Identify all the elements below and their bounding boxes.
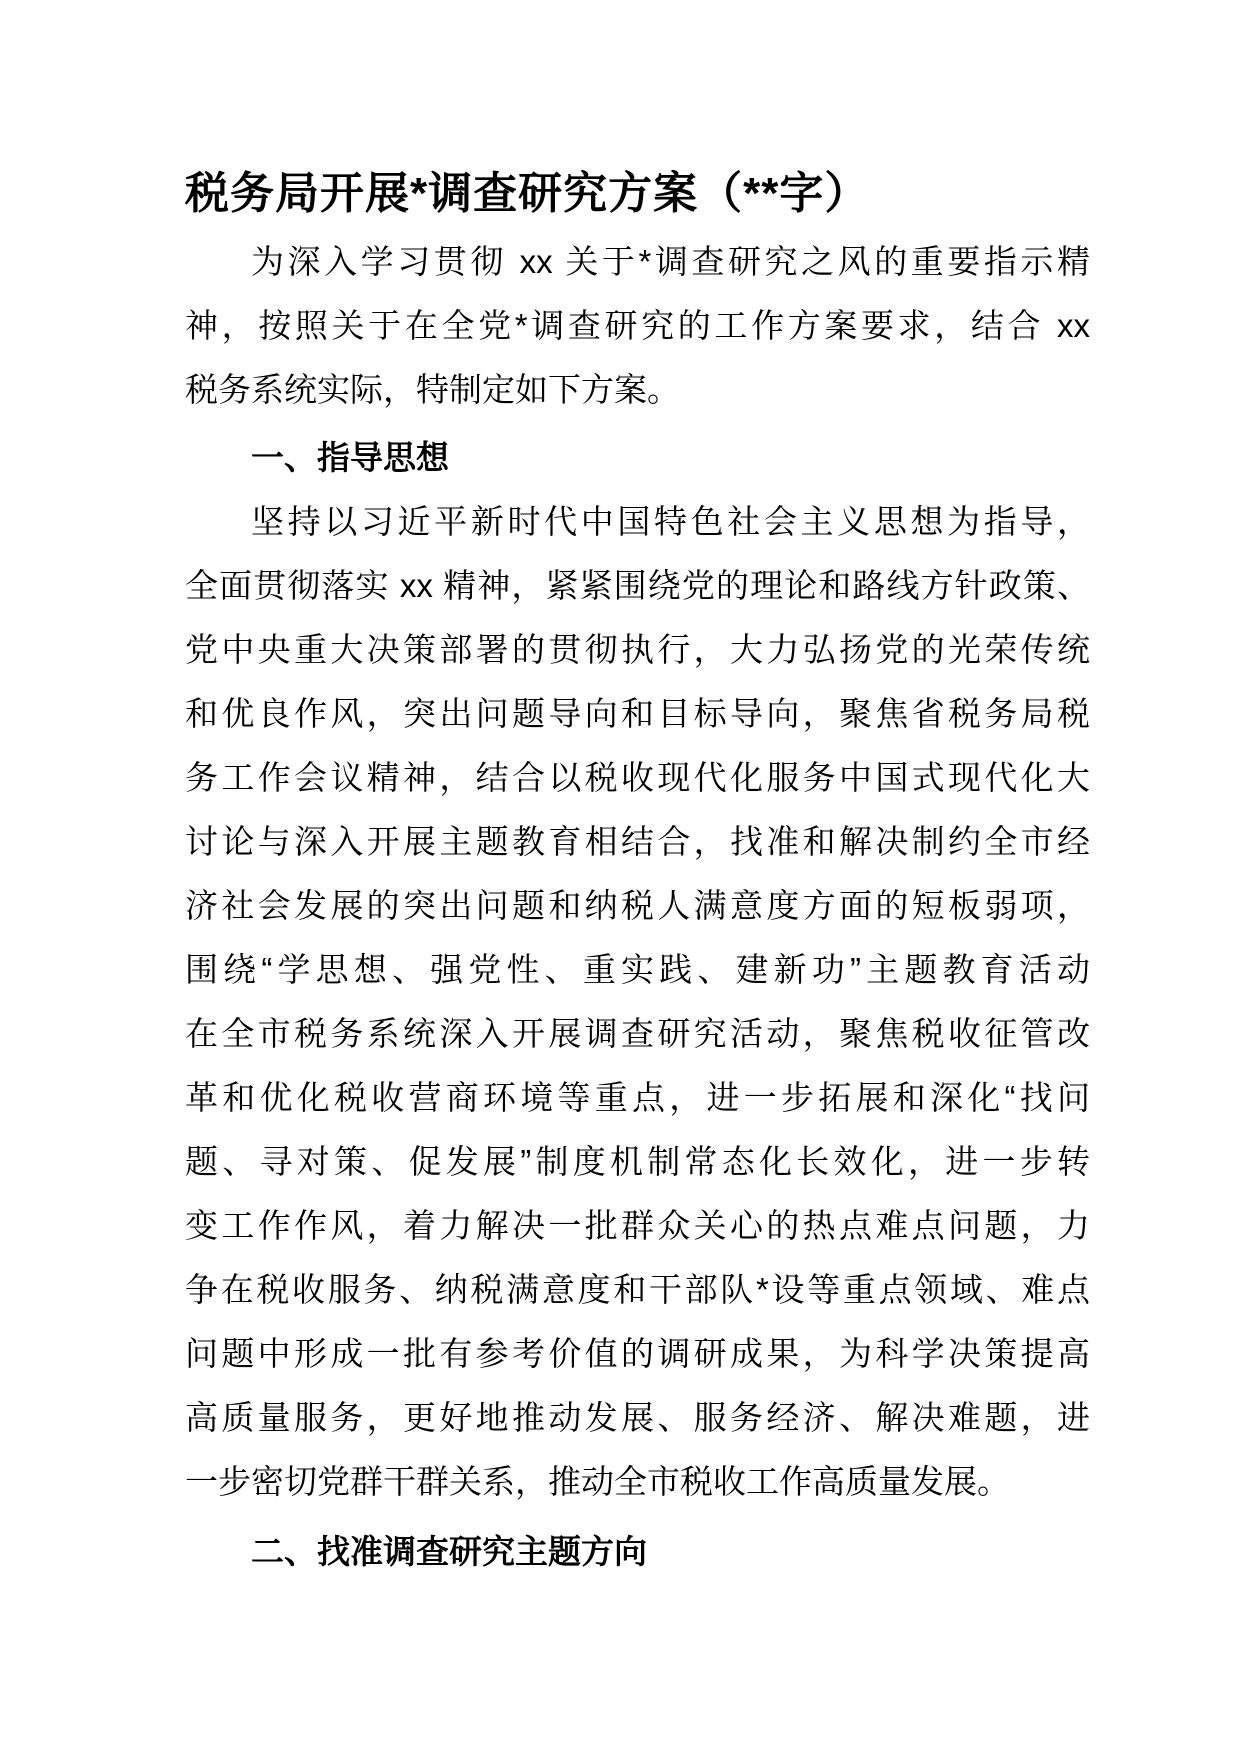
text-line: 神，按照关于在全党*调查研究的工作方案要求，结合 xx	[185, 307, 1090, 344]
section-heading-1: 一、指导思想	[251, 439, 449, 476]
text-line: 变工作作风，着力解决一批群众关心的热点难点问题，力	[185, 1207, 1090, 1244]
text-line: 问题中形成一批有参考价值的调研成果，为科学决策提高	[185, 1335, 1090, 1372]
text-line: 一步密切党群干群关系，推动全市税收工作高质量发展。	[185, 1463, 1010, 1500]
text-line: 讨论与深入开展主题教育相结合，找准和解决制约全市经	[185, 823, 1090, 860]
text-line: 革和优化税收营商环境等重点，进一步拓展和深化“找问	[185, 1079, 1090, 1116]
paragraph-intro	[185, 230, 1090, 422]
document-title: 税务局开展*调查研究方案（**字）	[185, 169, 870, 218]
text-line: 税务系统实际，特制定如下方案。	[185, 371, 680, 408]
paragraph-guiding-ideology	[185, 490, 1090, 1514]
text-line: 和优良作风，突出问题导向和目标导向，聚焦省税务局税	[185, 695, 1090, 732]
text-line: 在全市税务系统深入开展调查研究活动，聚焦税收征管改	[185, 1015, 1090, 1052]
section-heading-2: 二、找准调查研究主题方向	[251, 1533, 647, 1570]
text-line: 高质量服务，更好地推动发展、服务经济、解决难题，进	[185, 1399, 1090, 1436]
text-line: 全面贯彻落实 xx 精神，紧紧围绕党的理论和路线方针政策、	[185, 567, 1090, 604]
text-line: 争在税收服务、纳税满意度和干部队*设等重点领域、难点	[185, 1271, 1090, 1308]
text-line: 为深入学习贯彻 xx 关于*调查研究之风的重要指示精	[251, 243, 1090, 280]
text-line: 党中央重大决策部署的贯彻执行，大力弘扬党的光荣传统	[185, 631, 1090, 668]
text-line: 济社会发展的突出问题和纳税人满意度方面的短板弱项，	[185, 887, 1090, 924]
text-line: 务工作会议精神，结合以税收现代化服务中国式现代化大	[185, 759, 1090, 796]
text-line: 坚持以习近平新时代中国特色社会主义思想为指导，	[251, 503, 1090, 540]
text-line: 围绕“学思想、强党性、重实践、建新功”主题教育活动	[185, 951, 1090, 988]
text-line: 题、寻对策、促发展”制度机制常态化长效化，进一步转	[185, 1143, 1090, 1180]
